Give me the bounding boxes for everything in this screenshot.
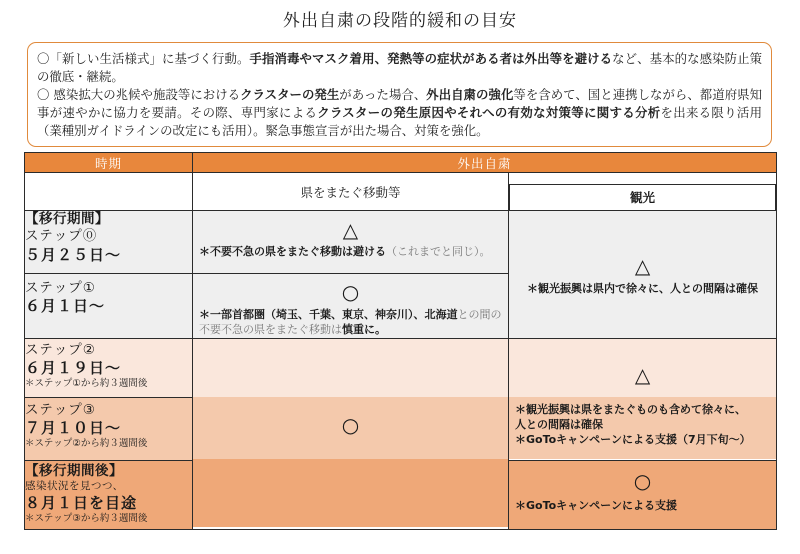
- cross-desc-step0: [193, 245, 508, 260]
- period-date-step2: ６月１９日～: [25, 359, 122, 378]
- tourism-cell-after: [509, 461, 777, 530]
- callout-b2-seg5: 等を含めて、国と連携しながら、都道府県知事が速やかに協力を要請。その際、専門家による: [37, 86, 762, 120]
- callout-b1-seg1: 〇「新しい生活様式」に基づく行動。: [37, 51, 250, 66]
- table-header-row-sub: [25, 173, 777, 211]
- tourism-desc-step3: [509, 397, 776, 448]
- tourism-desc-line2-text: 人との間隔は確保: [515, 417, 603, 431]
- callout-bullet-1: [37, 50, 762, 86]
- tourism-desc-line3: ＊GoToキャンペーンによる支援（7月下旬～）: [515, 432, 751, 446]
- tourism-mark-step0: △: [634, 254, 651, 278]
- tourism-cell-step0-step1: [509, 211, 777, 339]
- tourism-mark-step2: △: [634, 363, 651, 387]
- table-header-row-top: [25, 153, 777, 173]
- period-date-after: ８月１日を目途: [25, 493, 138, 512]
- table-row-step0: [25, 211, 777, 274]
- tourism-band-step3: [509, 397, 776, 459]
- cross-band-step3: [193, 397, 508, 459]
- cross-desc-bold-step0: ＊不要不急の県をまたぐ移動は避ける: [199, 245, 386, 258]
- callout-b2-seg3: があった場合、: [339, 86, 427, 102]
- header-period-spacer: [25, 173, 193, 211]
- tourism-desc-after: [509, 499, 776, 514]
- cross-desc-bold2-step1: 慎重に。: [342, 322, 386, 336]
- cross-band-after: [193, 459, 508, 527]
- period-cell-step1: [25, 274, 193, 339]
- period-cell-step3: [25, 398, 193, 461]
- period-note-after: ＊ステップ③から約３週間後: [25, 512, 148, 524]
- period-sub-after: 感染状況を見つつ、: [25, 480, 124, 493]
- callout-b2-seg7: を出来る限り活用（業種別ガイドラインの改定にも活用）。緊急事態宣言が出た場合、対策を強化。: [37, 104, 763, 138]
- period-note-step3: ＊ステップ②から約３週間後: [25, 438, 148, 450]
- header-outing-restraint: 外出自粛: [193, 153, 777, 173]
- page-title: 外出自粛の段階的緩和の目安: [283, 11, 517, 31]
- callout-b1-seg3: など、基本的な感染防止策の徹底・継続。: [37, 51, 763, 84]
- tourism-cell-step2-step3: [509, 339, 777, 461]
- cross-cell-step1: [193, 274, 509, 339]
- tourism-desc-after-text: ＊GoToキャンペーンによる支援: [515, 499, 677, 512]
- callout-b2-seg4: 外出自粛の強化: [426, 86, 514, 102]
- period-date-step0: ５月２５日～: [25, 245, 122, 264]
- period-step-step2: ステップ②: [25, 342, 96, 358]
- cross-cell-merged-step2-after: [193, 339, 509, 530]
- cross-mark-step0: △: [342, 218, 359, 242]
- callout-b2-seg2: クラスターの発生: [240, 86, 340, 102]
- period-date-step1: ６月１日～: [25, 297, 106, 316]
- header-tourism-cell: [509, 173, 777, 211]
- easing-schedule-table: [24, 152, 777, 530]
- header-tourism-label: 観光: [509, 184, 776, 210]
- cross-cell-step0: [193, 211, 509, 274]
- policy-callout-box: [27, 42, 772, 147]
- cross-band-step2: [193, 339, 508, 397]
- cross-desc-step1: [193, 308, 508, 338]
- callout-b2-seg1: 〇 感染拡大の兆候や施設等における: [37, 86, 241, 102]
- table-row-step2: [25, 339, 777, 398]
- period-cell-after: [25, 461, 193, 530]
- period-note-step2: ＊ステップ①から約３週間後: [25, 378, 148, 390]
- period-step-step3: ステップ③: [25, 402, 96, 418]
- tourism-desc-step0: ＊観光振興は県内で徐々に、人との間隔は確保: [527, 282, 758, 295]
- period-lead-step0: 【移行期間】: [25, 211, 109, 227]
- cross-desc-dim-step1: との間の不要不急の県をまたぐ移動は: [199, 308, 502, 336]
- tourism-desc-line1: ＊観光振興は県をまたぐものも含めて徐々に、: [515, 403, 746, 416]
- tourism-band-step2: [509, 339, 776, 397]
- callout-bullet-2: [37, 86, 762, 140]
- callout-b2-seg6: クラスターの発生原因やそれへの有効な対策等に関する分析: [317, 104, 661, 120]
- header-period: 時期: [25, 153, 193, 173]
- period-step-step1: ステップ①: [25, 280, 96, 296]
- cross-mark-step3: ○: [341, 413, 360, 437]
- period-date-step3: ７月１０日～: [25, 419, 122, 438]
- period-cell-step2: [25, 339, 193, 398]
- period-lead-after: 【移行期間後】: [25, 463, 123, 479]
- period-step-step0: ステップ⓪: [25, 228, 98, 245]
- cross-desc-dim-step0: （これまでと同じ）。: [386, 245, 491, 258]
- cross-desc-bold-step1: ＊一部首都圏（埼玉、千葉、東京、神奈川）、北海道: [199, 308, 458, 321]
- cross-mark-step1: ○: [341, 280, 360, 304]
- header-cross-prefecture-travel: 県をまたぐ移動等: [193, 173, 509, 211]
- callout-b1-seg2: 手指消毒やマスク着用、発熱等の症状がある者は外出等を避ける: [249, 51, 613, 66]
- tourism-desc-line2: [515, 418, 770, 433]
- tourism-mark-after: ○: [633, 469, 652, 493]
- period-cell-step0: [25, 211, 193, 274]
